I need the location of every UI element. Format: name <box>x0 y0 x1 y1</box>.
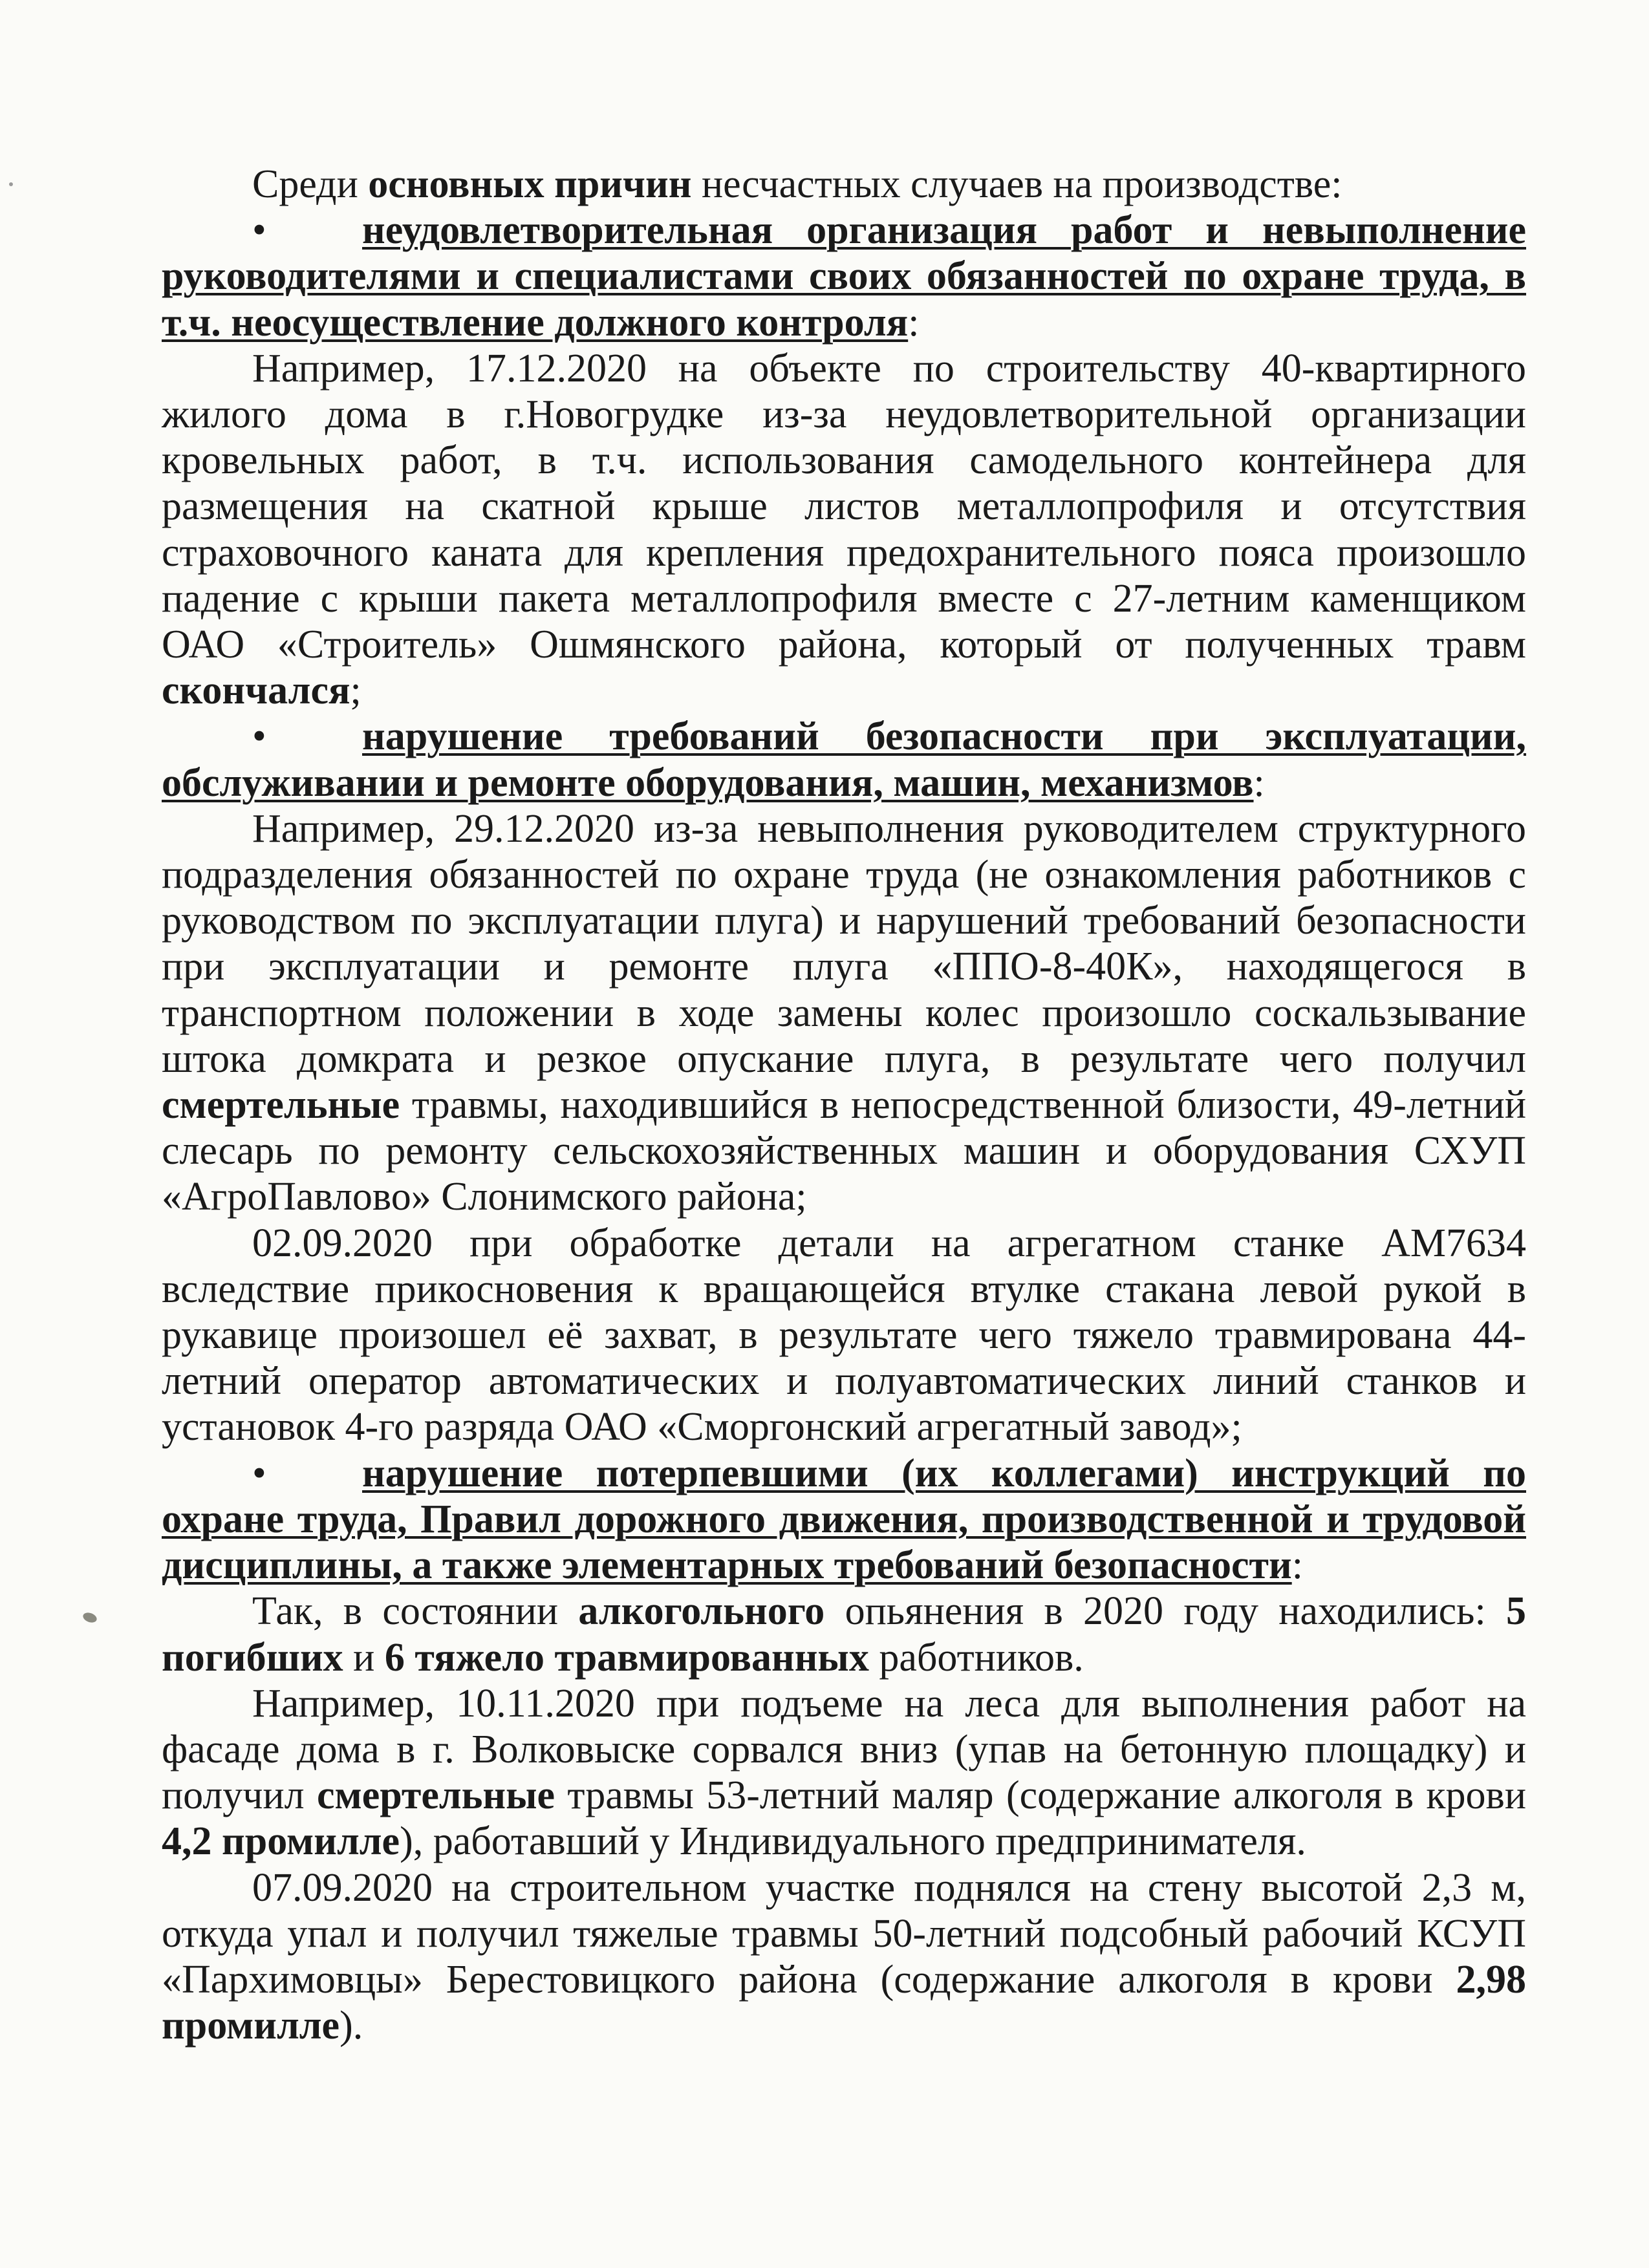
paragraph-bold: скончался <box>162 669 350 713</box>
bullet-text: неудовлетворительная организация работ и невыполнение руководителями и специалистами своих обязанностей по охране труда, в т.ч. неосуществление должного контроля <box>162 208 1526 345</box>
intro-text-end: несчастных случаев на производстве: <box>691 162 1342 206</box>
paragraph-text: Например, 17.12.2020 на объекте по строительству 40-квартирного жилого дома в г.Новогрудке из-за неудовлетворительной организации кровельных работ, в т.ч. использования самодельного контейнера для размещения на скатной крыше листов металлопрофиля и отсутствия страховочного каната для крепления предохранительного пояса произошло падение с крыши пакета металлопрофиля вместе с 27-летним каменщиком ОАО «Строитель» Ошмянского района, который от полученных травм <box>162 346 1526 667</box>
paragraph-text: травмы 53-летний маляр (содержание алкоголя в крови <box>555 1773 1527 1818</box>
paragraph-text-end: ). <box>339 2004 363 2048</box>
bullet-item-equipment <box>162 714 1526 806</box>
paragraph-text: 02.09.2020 при обработке детали на агрегатном станке АМ7634 вследствие прикосновения к вращающейся втулке стакана левой рукой в рукавице произошел её захват, в результате чего тяжело травмирована 44-летний оператор автоматических и полуавтоматических линий станков и установок 4-го разряда ОАО «Сморгонский агрегатный завод»; <box>162 1221 1526 1450</box>
bullet-colon: : <box>1253 760 1265 805</box>
intro-text: Среди <box>252 162 369 206</box>
paragraph-text: Например, 29.12.2020 из-за невыполнения руководителем структурного подразделения обязанностей по охране труда (не ознакомления работников с руководством по эксплуатации плуга) и нарушений требований безопасности при эксплуатации и ремонте плуга «ППО-8-40К», находящегося в транспортном положении в ходе замены колес произошло соскальзывание штока домкрата и резкое опускание плуга, в результате чего получил <box>162 806 1526 1081</box>
paragraph-alcohol-stats <box>162 1589 1526 1680</box>
bullet-icon: • <box>252 208 266 253</box>
paragraph-text-end: ), работавший у Индивидуального предпринимателя. <box>400 1819 1306 1864</box>
bullet-text: нарушение потерпевшими (их коллегами) инструкций по охране труда, Правил дорожного движения, производственной и трудовой дисциплины, а также элементарных требований безопасности <box>162 1451 1526 1588</box>
bullet-item-discipline <box>162 1451 1526 1589</box>
bullet-colon: : <box>1291 1543 1303 1588</box>
paragraph-text: Например, 10.11.2020 при подъеме на леса для выполнения работ на фасаде дома в г. Волковыске сорвался вниз (упав на бетонную площадку) и получил <box>162 1681 1526 1818</box>
paragraph-bold: 2,98 промилле <box>162 1957 1526 2048</box>
paragraph-text: 07.09.2020 на строительном участке поднялся на стену высотой 2,3 м, откуда упал и получил тяжелые травмы 50-летний подсобный рабочий КСУП «Пархимовцы» Берестовицкого района (содержание алкоголя в крови <box>162 1865 1526 2002</box>
scan-speck <box>81 1611 98 1625</box>
paragraph-text-end: работников. <box>868 1635 1084 1680</box>
document-page <box>162 162 1526 2049</box>
bullet-colon: : <box>908 300 920 345</box>
paragraph-bold: 6 тяжело травмированных <box>384 1635 869 1680</box>
bullet-item-organization <box>162 208 1526 346</box>
bullet-icon: • <box>252 714 266 759</box>
paragraph-bold: смертельные <box>316 1773 555 1818</box>
scan-speck <box>9 182 13 186</box>
paragraph-example-machine <box>162 1221 1526 1451</box>
paragraph-example-wall <box>162 1865 1526 2049</box>
paragraph-text: опьянения в 2020 году находились: <box>824 1589 1506 1634</box>
paragraph-text-end: ; <box>350 669 361 713</box>
paragraph-bold: 4,2 промилле <box>162 1819 400 1864</box>
paragraph-example-plough <box>162 806 1526 1221</box>
paragraph-example-roof <box>162 346 1526 714</box>
intro-bold: основных причин <box>368 162 692 206</box>
paragraph-text: Так, в состоянии <box>252 1589 579 1634</box>
paragraph-text: и <box>343 1635 385 1680</box>
bullet-icon: • <box>252 1451 266 1495</box>
intro-paragraph <box>162 162 1526 208</box>
bullet-text: нарушение требований безопасности при эксплуатации, обслуживании и ремонте оборудования, машин, механизмов <box>162 714 1526 805</box>
paragraph-example-scaffold <box>162 1681 1526 1865</box>
paragraph-bold: смертельные <box>162 1083 400 1128</box>
paragraph-text-end: травмы, находившийся в непосредственной близости, 49-летний слесарь по ремонту сельскохозяйственных машин и оборудования СХУП «АгроПавлово» Слонимского района; <box>162 1083 1526 1219</box>
paragraph-bold: 5 погибших <box>162 1589 1526 1680</box>
paragraph-bold: алкогольного <box>578 1589 825 1634</box>
